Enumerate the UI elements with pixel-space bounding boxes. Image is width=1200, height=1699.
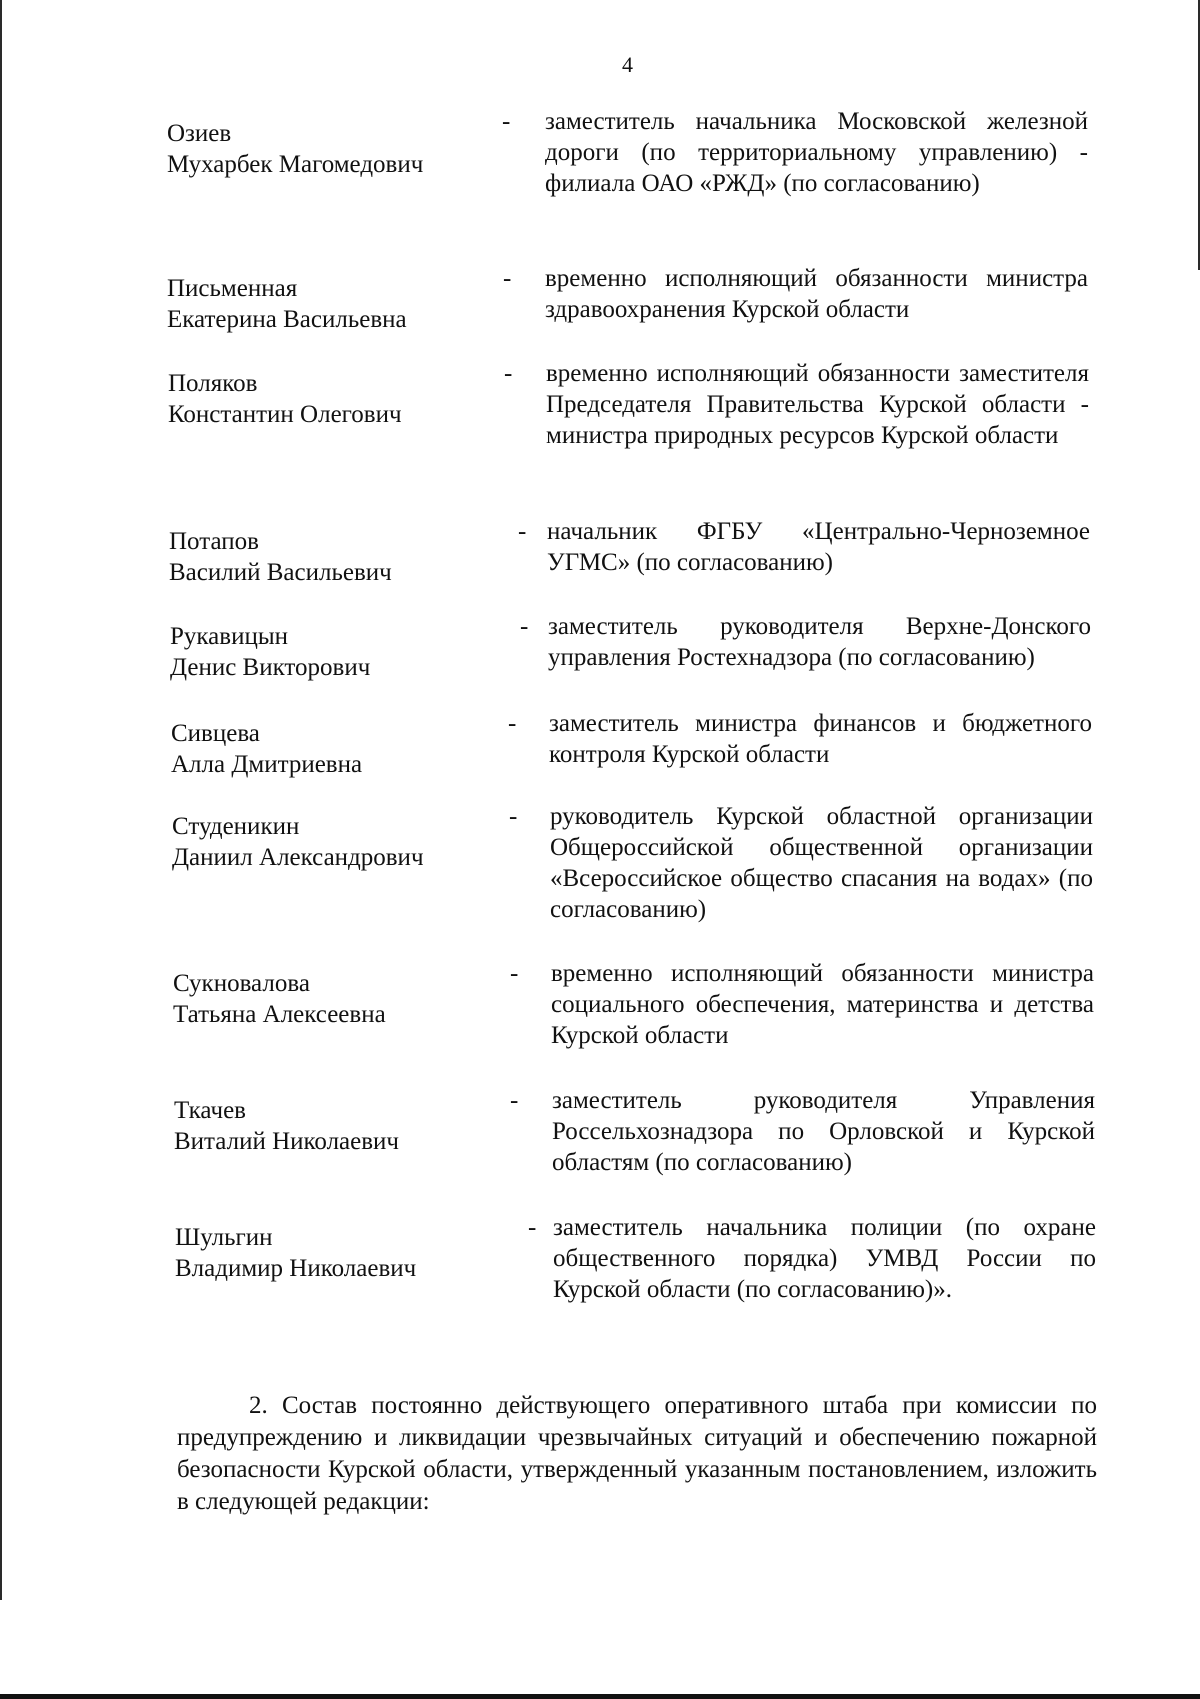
member-given-names: Василий Васильевич: [169, 559, 392, 586]
member-name: [167, 273, 497, 335]
member-given-names: Константин Олегович: [168, 401, 402, 428]
member-position: заместитель руководителя Управления Россельхознадзора по Орловской и Курской областям (по согласованию): [552, 1087, 1095, 1176]
member-given-names: Татьяна Алексеевна: [173, 1001, 386, 1028]
member-position: временно исполняющий обязанности министра социального обеспечения, материнства и детства Курской области: [551, 960, 1094, 1049]
member-given-names: Владимир Николаевич: [175, 1255, 417, 1282]
member-name: [171, 718, 501, 780]
member-name: [175, 1222, 505, 1284]
member-given-names: Екатерина Васильевна: [167, 306, 407, 333]
member-position: временно исполняющий обязанности министра здравоохранения Курской области: [545, 265, 1088, 323]
member-surname: Шульгин: [175, 1224, 273, 1251]
member-name: [172, 811, 502, 873]
member-given-names: Алла Дмитриевна: [171, 751, 363, 778]
member-surname: Письменная: [167, 275, 298, 302]
member-surname: Рукавицын: [170, 623, 289, 650]
member-position: заместитель руководителя Верхне-Донского управления Ростехнадзора (по согласованию): [548, 613, 1091, 671]
separator-dash: -: [528, 1214, 537, 1241]
scan-bottom-edge: [0, 1694, 1200, 1699]
separator-dash: -: [510, 960, 519, 987]
member-position: начальник ФГБУ «Центрально-Черноземное УГМС» (по согласованию): [547, 518, 1090, 576]
member-given-names: Виталий Николаевич: [174, 1128, 399, 1155]
member-position: заместитель министра финансов и бюджетного контроля Курской области: [549, 710, 1092, 768]
member-name: [173, 968, 503, 1030]
member-position: заместитель начальника полиции (по охране общественного порядка) УМВД России по Курской области (по согласованию)».: [553, 1214, 1096, 1303]
member-position: руководитель Курской областной организации Общероссийской общественной организации «Всероссийское общество спасания на водах» (по согласованию): [550, 803, 1093, 923]
separator-dash: -: [518, 518, 527, 545]
member-given-names: Денис Викторович: [170, 654, 371, 681]
member-given-names: Мухарбек Магомедович: [167, 151, 424, 178]
member-name: [167, 118, 497, 180]
member-position: временно исполняющий обязанности заместителя Председателя Правительства Курской области - министра природных ресурсов Курской области: [546, 360, 1089, 449]
scan-left-edge: [0, 0, 2, 1600]
separator-dash: -: [510, 1087, 519, 1114]
member-given-names: Даниил Александрович: [172, 844, 424, 871]
member-surname: Сивцева: [171, 720, 260, 747]
separator-dash: -: [503, 265, 512, 292]
member-name: [174, 1095, 504, 1157]
member-surname: Сукновалова: [173, 970, 310, 997]
separator-dash: -: [508, 710, 517, 737]
separator-dash: -: [520, 613, 529, 640]
member-name: [170, 621, 500, 683]
member-name: [168, 368, 498, 430]
member-surname: Потапов: [169, 528, 259, 555]
page-number: 4: [622, 52, 633, 77]
separator-dash: -: [509, 803, 518, 830]
member-surname: Озиев: [167, 120, 232, 147]
separator-dash: -: [504, 360, 513, 387]
separator-dash: -: [502, 108, 511, 135]
member-name: [169, 526, 499, 588]
member-surname: Студеникин: [172, 813, 300, 840]
member-surname: Поляков: [168, 370, 258, 397]
member-position: заместитель начальника Московской железной дороги (по территориальному управлению) - филиала ОАО «РЖД» (по согласованию): [545, 108, 1088, 197]
closing-paragraph: 2. Состав постоянно действующего оперативного штаба при комиссии по предупреждению и ликвидации чрезвычайных ситуаций и обеспечению пожарной безопасности Курской области, утвержденный указанным постановлением, изложить в следующей редакции:: [177, 1392, 1097, 1515]
member-surname: Ткачев: [174, 1097, 246, 1124]
